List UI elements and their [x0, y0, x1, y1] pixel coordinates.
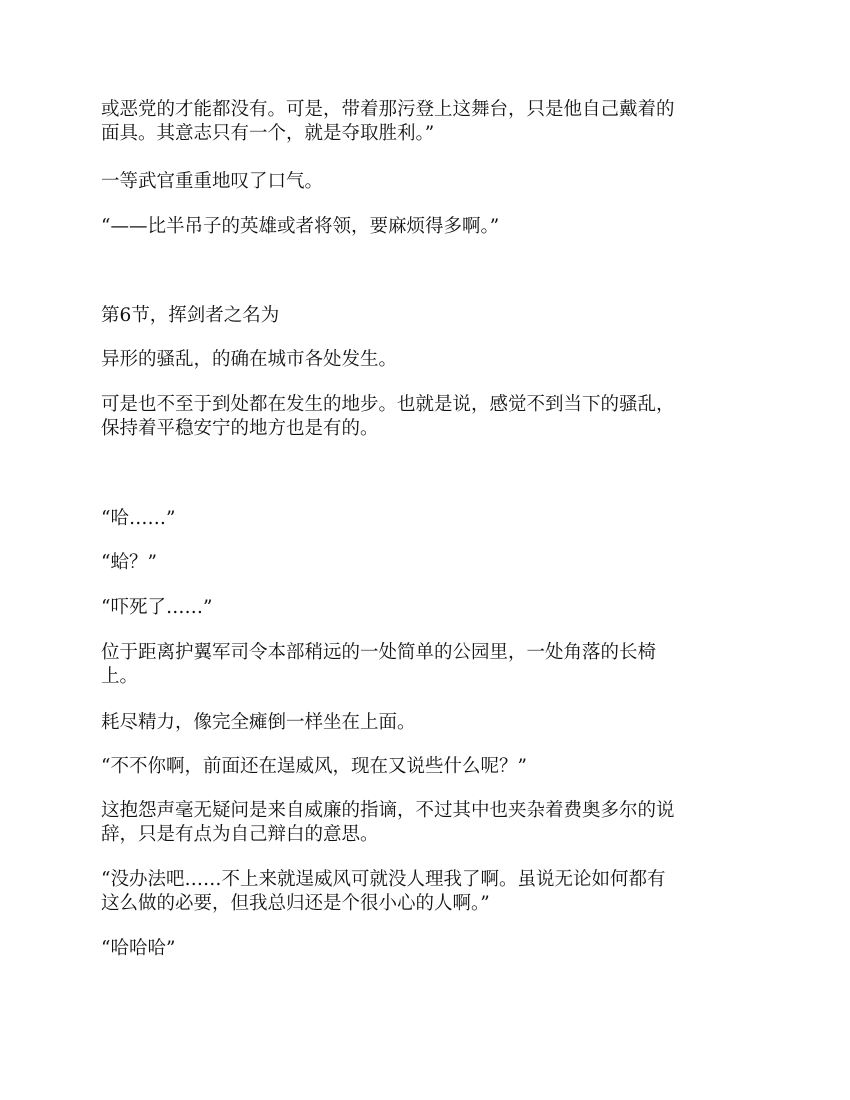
paragraph-6 [101, 393, 751, 441]
paragraph-line: 耗尽精力，像完全瘫倒一样坐在上面。 [101, 712, 416, 733]
paragraph-line: “吓死了……” [101, 597, 213, 618]
paragraph-line: 一等武官重重地叹了口气。 [101, 171, 324, 192]
section-heading-text: 第6节，挥剑者之名为 [101, 305, 280, 326]
paragraph-5 [101, 348, 751, 372]
paragraph-line: 异形的骚乱，的确在城市各处发生。 [101, 349, 398, 370]
paragraph-line: “哈……” [101, 508, 176, 529]
paragraph-line: 上。 [101, 666, 139, 687]
paragraph-line: “哈哈哈” [101, 938, 176, 959]
paragraph-line: 可是也不至于到处都在发生的地步。也就是说，感觉不到当下的骚乱， [101, 394, 675, 415]
paragraph-1 [101, 98, 751, 146]
paragraph-11 [101, 711, 751, 735]
paragraph-3 [101, 215, 751, 239]
paragraph-8 [101, 551, 751, 575]
paragraph-line: “不不你啊，前面还在逞威风，现在又说些什么呢？” [101, 756, 527, 777]
paragraph-7 [101, 507, 751, 531]
paragraph-9 [101, 596, 751, 620]
paragraph-line: “——比半吊子的英雄或者将领，要麻烦得多啊。” [101, 216, 500, 237]
paragraph-14 [101, 868, 751, 916]
paragraph-10 [101, 641, 751, 689]
paragraph-15 [101, 937, 751, 961]
paragraph-line: 面具。其意志只有一个，就是夺取胜利。” [101, 123, 435, 144]
paragraph-2 [101, 170, 751, 194]
paragraph-line: 这么做的必要，但我总归还是个很小心的人啊。” [101, 893, 490, 914]
paragraph-line: 或恶党的才能都没有。可是，带着那污登上这舞台，只是他自己戴着的 [101, 99, 675, 120]
paragraph-line: 辞，只是有点为自己辩白的意思。 [101, 824, 379, 845]
section-heading [101, 304, 751, 328]
paragraph-line: 位于距离护翼军司令本部稍远的一处简单的公园里，一处角落的长椅 [101, 642, 657, 663]
paragraph-line: 这抱怨声毫无疑问是来自威廉的指谪，不过其中也夹杂着费奥多尔的说 [101, 800, 675, 821]
paragraph-13 [101, 799, 751, 847]
paragraph-12 [101, 755, 751, 779]
paragraph-line: 保持着平稳安宁的地方也是有的。 [101, 418, 379, 439]
paragraph-line: “蛤？” [101, 552, 157, 573]
paragraph-line: “没办法吧……不上来就逞威风可就没人理我了啊。虽说无论如何都有 [101, 869, 666, 890]
